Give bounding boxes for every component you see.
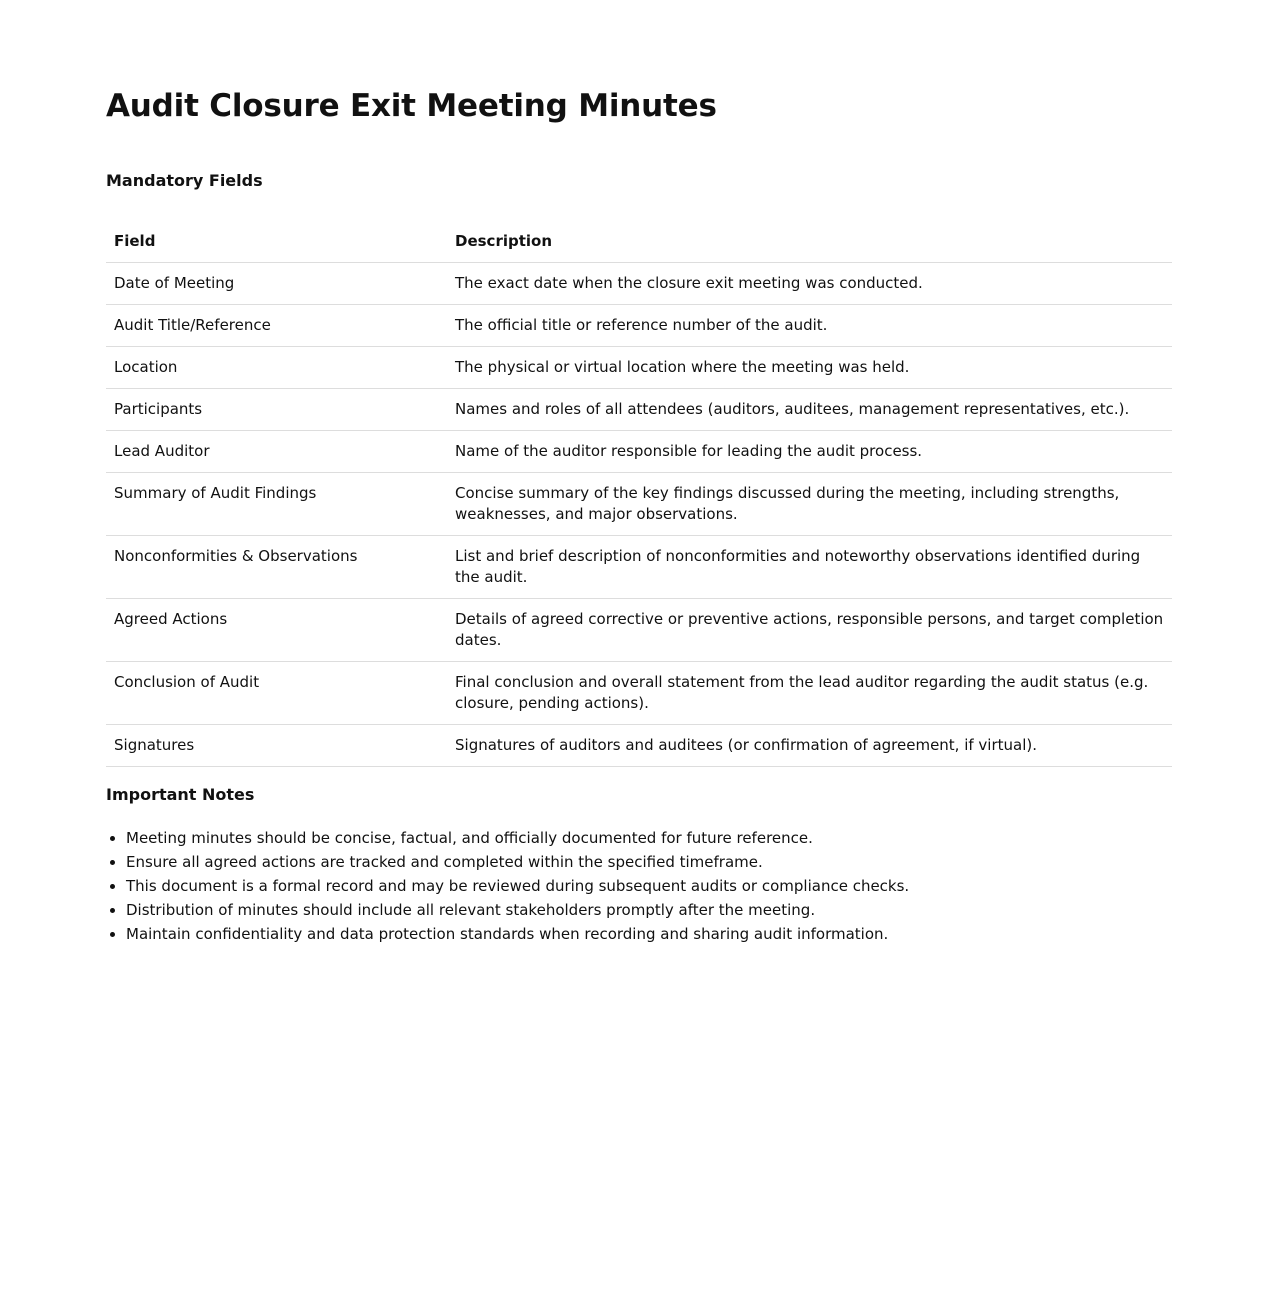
column-header-field: Field	[106, 221, 447, 263]
description-cell: Final conclusion and overall statement from the lead auditor regarding the audit status (e.g. closure, pending actions).	[447, 662, 1172, 725]
list-item: • Distribution of minutes should include all relevant stakeholders promptly after the meeting.	[126, 898, 1166, 922]
list-item: • This document is a formal record and may be reviewed during subsequent audits or compliance checks.	[126, 874, 1166, 898]
field-cell: Participants	[106, 389, 447, 431]
field-cell: Signatures	[106, 725, 447, 767]
field-cell: Conclusion of Audit	[106, 662, 447, 725]
description-cell: Signatures of auditors and auditees (or confirmation of agreement, if virtual).	[447, 725, 1172, 767]
table-row	[106, 263, 1172, 305]
description-cell: List and brief description of nonconformities and noteworthy observations identified during the audit.	[447, 536, 1172, 599]
field-cell: Summary of Audit Findings	[106, 473, 447, 536]
field-cell: Location	[106, 347, 447, 389]
table-row	[106, 662, 1172, 725]
table-row	[106, 725, 1172, 767]
page-title: Audit Closure Exit Meeting Minutes	[106, 88, 717, 124]
description-cell: The physical or virtual location where the meeting was held.	[447, 347, 1172, 389]
field-cell: Nonconformities & Observations	[106, 536, 447, 599]
field-cell: Lead Auditor	[106, 431, 447, 473]
table-row	[106, 347, 1172, 389]
list-item: • Ensure all agreed actions are tracked and completed within the specified timeframe.	[126, 850, 1166, 874]
mandatory-fields-heading: Mandatory Fields	[106, 171, 263, 190]
table-row	[106, 599, 1172, 662]
column-header-description: Description	[447, 221, 1172, 263]
field-cell: Audit Title/Reference	[106, 305, 447, 347]
table-header-row	[106, 221, 1172, 263]
description-cell: Concise summary of the key findings discussed during the meeting, including strengths, weaknesses, and major observations.	[447, 473, 1172, 536]
description-cell: Details of agreed corrective or preventive actions, responsible persons, and target completion dates.	[447, 599, 1172, 662]
field-cell: Agreed Actions	[106, 599, 447, 662]
important-notes-list	[106, 826, 1166, 946]
description-cell: Names and roles of all attendees (auditors, auditees, management representatives, etc.).	[447, 389, 1172, 431]
important-notes-heading: Important Notes	[106, 785, 255, 804]
description-cell: The official title or reference number of the audit.	[447, 305, 1172, 347]
list-item: • Maintain confidentiality and data protection standards when recording and sharing audit information.	[126, 922, 1166, 946]
description-cell: Name of the auditor responsible for leading the audit process.	[447, 431, 1172, 473]
field-cell: Date of Meeting	[106, 263, 447, 305]
table-row	[106, 473, 1172, 536]
table-row	[106, 389, 1172, 431]
table-row	[106, 536, 1172, 599]
table-row	[106, 305, 1172, 347]
table-row	[106, 431, 1172, 473]
list-item: • Meeting minutes should be concise, factual, and officially documented for future reference.	[126, 826, 1166, 850]
description-cell: The exact date when the closure exit meeting was conducted.	[447, 263, 1172, 305]
mandatory-fields-table	[106, 221, 1172, 767]
